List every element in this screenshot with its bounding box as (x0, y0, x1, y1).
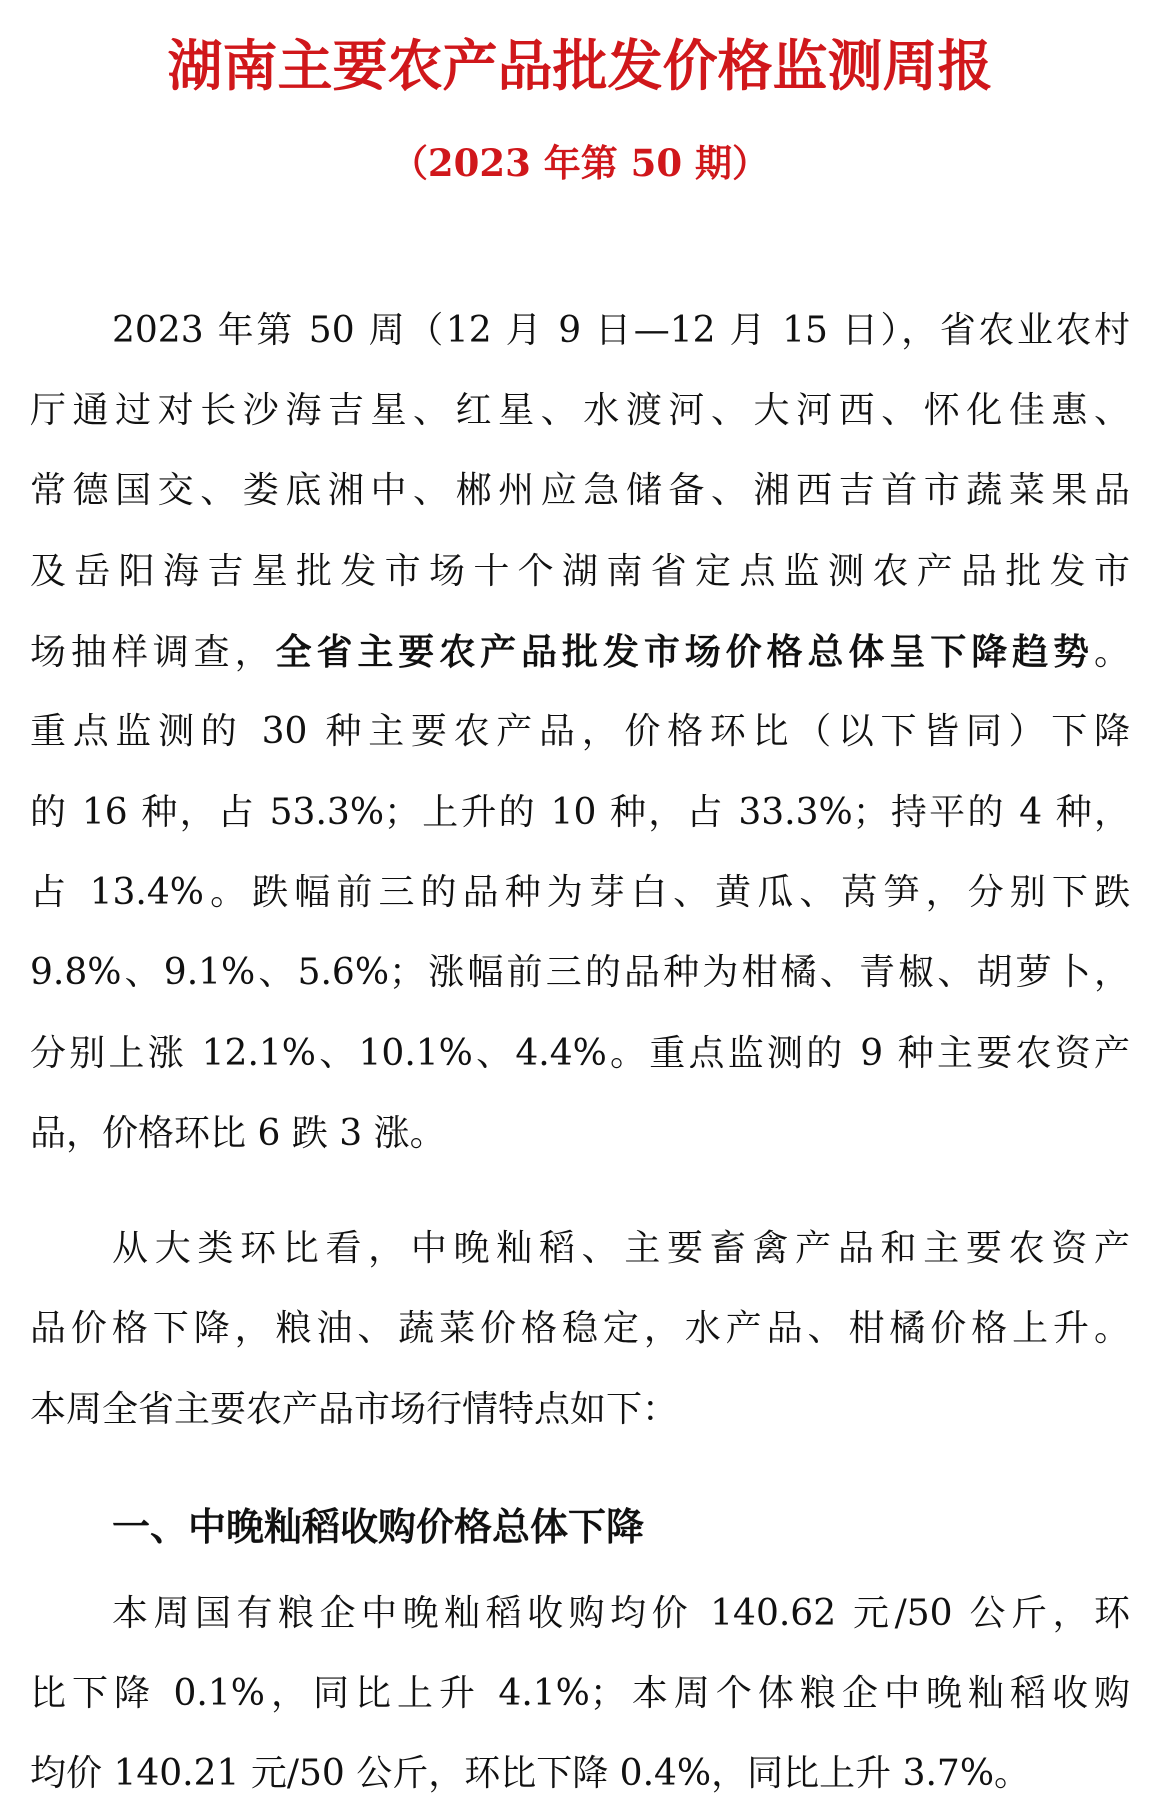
paragraph-1-line-2: 厅通过对长沙海吉星、红星、水渡河、大河西、怀化佳惠、 (30, 390, 1130, 431)
paragraph-1-line-4: 及岳阳海吉星批发市场十个湖南省定点监测农产品批发市 (30, 551, 1130, 592)
paragraph-1-line-3: 常德国交、娄底湘中、郴州应急储备、湘西吉首市蔬菜果品 (30, 470, 1130, 511)
section-1-line-2: 比下降 0.1%，同比上升 4.1%；本周个体粮企中晚籼稻收购 (30, 1673, 1130, 1714)
report-title: 湖南主要农产品批发价格监测周报 (167, 33, 993, 98)
paragraph-2-line-2: 品价格下降，粮油、蔬菜价格稳定，水产品、柑橘价格上升。 (30, 1308, 1130, 1349)
paragraph-1-line-7: 的 16 种，占 53.3%；上升的 10 种，占 33.3%；持平的 4 种， (30, 792, 1130, 833)
paragraph-1-line-6: 重点监测的 30 种主要农产品，价格环比（以下皆同）下降 (30, 711, 1130, 752)
paragraph-1-line-9: 9.8%、9.1%、5.6%；涨幅前三的品种为柑橘、青椒、胡萝卜， (30, 952, 1130, 993)
paragraph-1-line-5 (30, 628, 1130, 676)
section-1-heading: 一、中晚籼稻收购价格总体下降 (112, 1505, 645, 1549)
issue-number: （2023 年第 50 期） (390, 141, 770, 185)
paragraph-1-line-1: 2023 年第 50 周（12 月 9 日—12 月 15 日），省农业农村 (112, 310, 1130, 351)
key-finding-bold: 全省主要农产品批发市场价格总体呈下降趋势 (275, 631, 1094, 673)
paragraph-2-line-1: 从大类环比看，中晚籼稻、主要畜禽产品和主要农资产 (112, 1228, 1130, 1269)
paragraph-1-line-10: 分别上涨 12.1%、10.1%、4.4%。重点监测的 9 种主要农资产 (30, 1033, 1130, 1074)
line-5-prefix: 场抽样调查， (30, 632, 276, 673)
paragraph-1-line-8: 占 13.4%。跌幅前三的品种为芽白、黄瓜、莴笋，分别下跌 (30, 872, 1130, 913)
section-1-line-3: 均价 140.21 元/50 公斤，环比下降 0.4%，同比上升 3.7%。 (30, 1753, 1031, 1794)
line-5-suffix: 。 (1093, 632, 1130, 673)
paragraph-2-line-3: 本周全省主要农产品市场行情特点如下： (30, 1389, 679, 1430)
paragraph-1-line-11: 品，价格环比 6 跌 3 涨。 (30, 1113, 446, 1154)
section-1-line-1: 本周国有粮企中晚籼稻收购均价 140.62 元/50 公斤，环 (112, 1593, 1130, 1634)
